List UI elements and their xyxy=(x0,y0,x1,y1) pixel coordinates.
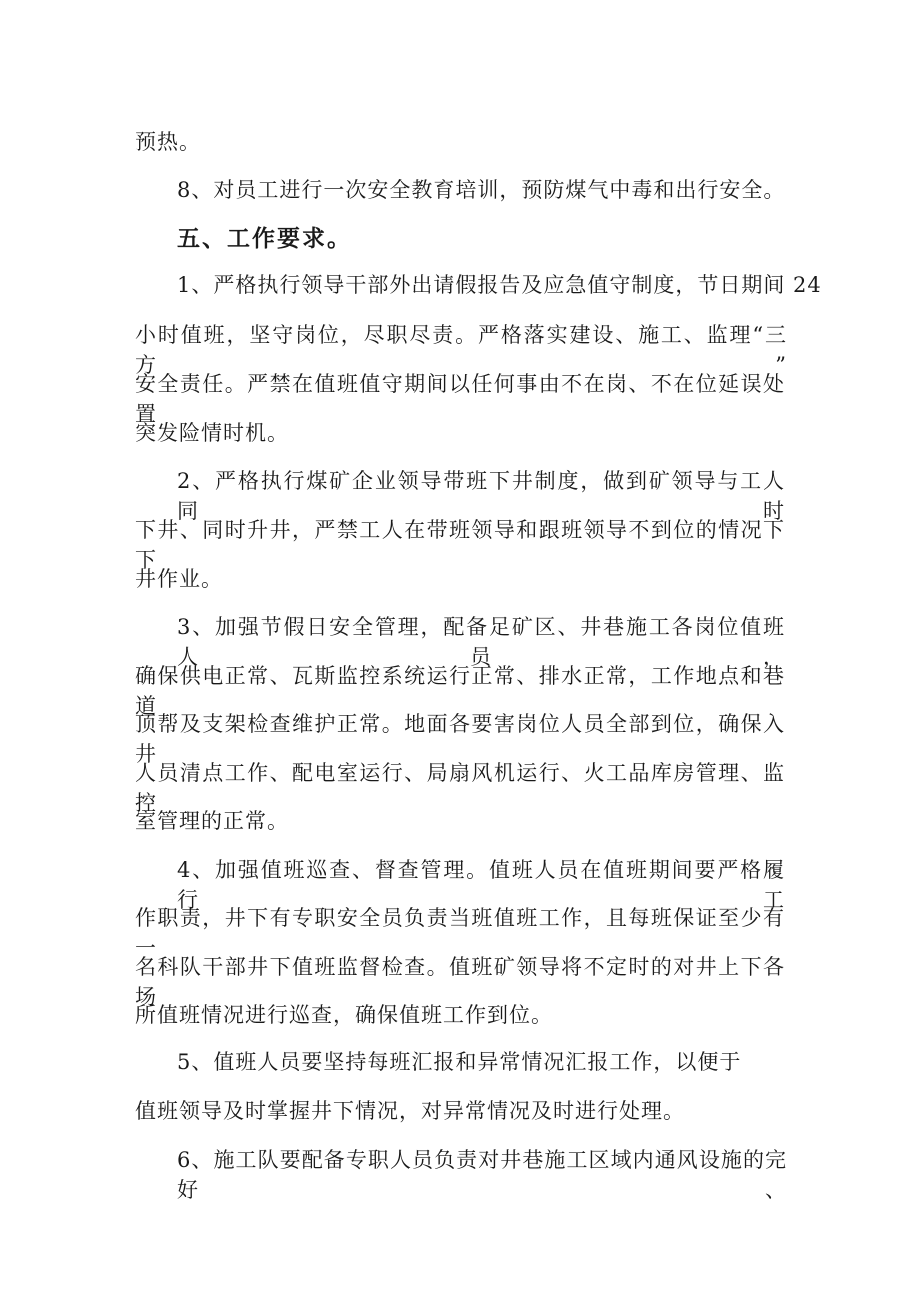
text-line: 安全责任。严禁在值班值守期间以任何事由不在岗、不在位延误处置 xyxy=(135,372,785,426)
text-line: 井作业。 xyxy=(135,567,223,591)
text-line: 确保供电正常、瓦斯监控系统运行正常、排水正常，工作地点和巷道 xyxy=(135,664,785,718)
text-line: 突发险情时机。 xyxy=(135,421,289,445)
text-line: 8、对员工进行一次安全教育培训，预防煤气中毒和出行安全。 xyxy=(177,178,786,202)
text-line: 3、加强节假日安全管理，配备足矿区、井巷施工各岗位值班人员， xyxy=(177,615,785,669)
text-line: 室管理的正常。 xyxy=(135,809,289,833)
text-line: 6、施工队要配备专职人员负责对井巷施工区域内通风设施的完好、 xyxy=(177,1148,787,1202)
text-line: 小时值班，坚守岗位，尽职尽责。严格落实建设、施工、监理“三方” xyxy=(135,323,787,377)
text-line: 名科队干部井下值班监督检查。值班矿领导将不定时的对井上下各场 xyxy=(135,955,785,1009)
text-line: 下井、同时升井，严禁工人在带班领导和跟班领导不到位的情况下下 xyxy=(135,518,785,572)
text-line: 作职责，井下有专职安全员负责当班值班工作，且每班保证至少有一 xyxy=(135,906,785,960)
text-line: 预热。 xyxy=(135,130,201,154)
text-line: 顶帮及支架检查维护正常。地面各要害岗位人员全部到位，确保入井 xyxy=(135,712,785,766)
text-line: 2、严格执行煤矿企业领导带班下井制度，做到矿领导与工人同时 xyxy=(177,469,785,523)
text-line: 人员清点工作、配电室运行、局扇风机运行、火工品库房管理、监控 xyxy=(135,761,785,815)
text-line: 4、加强值班巡查、督查管理。值班人员在值班期间要严格履行工 xyxy=(177,858,785,912)
section-heading: 五、工作要求。 xyxy=(177,226,352,252)
text-line: 所值班情况进行巡查，确保值班工作到位。 xyxy=(135,1003,553,1027)
text-line: 5、值班人员要坚持每班汇报和异常情况汇报工作，以便于 xyxy=(177,1050,742,1074)
text-line: 值班领导及时掌握井下情况，对异常情况及时进行处理。 xyxy=(135,1099,685,1123)
text-line: 1、严格执行领导干部外出请假报告及应急值守制度，节日期间 24 xyxy=(177,273,822,297)
